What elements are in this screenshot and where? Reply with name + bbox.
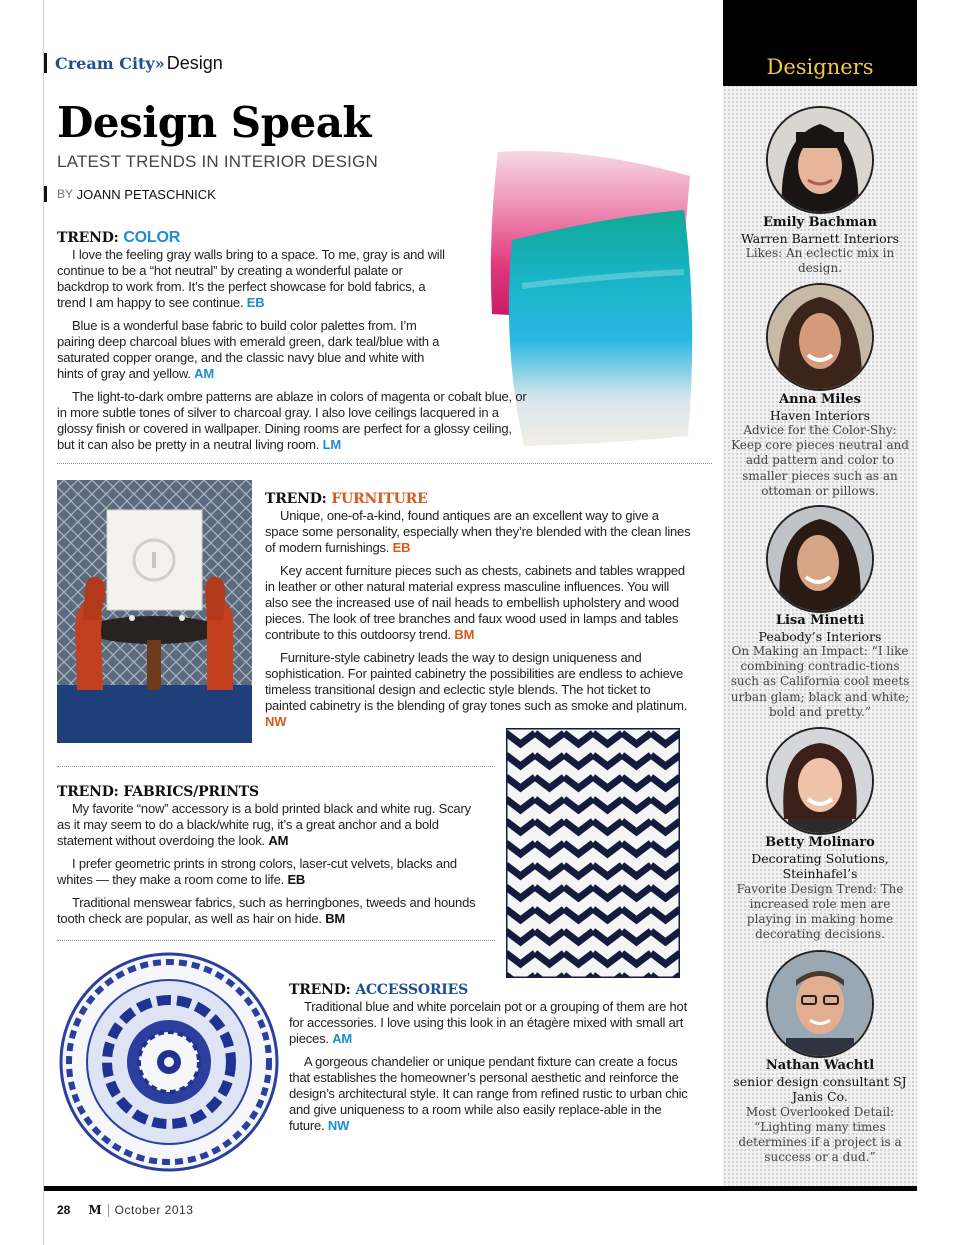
paragraph-text: Traditional menswear fabrics, such as herringbones, tweeds and hounds tooth check are popular, as well as hair on hide.	[57, 895, 476, 926]
designer-initials: EB	[392, 540, 411, 555]
department-name: Cream City	[55, 53, 155, 73]
designer-initials: AM	[194, 366, 214, 381]
trend-keyword: ACCESSORIES	[355, 982, 469, 998]
designer-initials: NW	[265, 714, 287, 729]
page-subtitle: LATEST TRENDS IN INTERIOR DESIGN	[57, 152, 378, 171]
designer-name: Nathan Wachtl	[765, 1058, 875, 1073]
dining-room-image	[57, 480, 252, 743]
byline-label: BY	[57, 187, 74, 201]
designer-company: Decorating Solutions, Steinhafel’s	[751, 850, 889, 881]
designer-note: Most Overlooked Detail: “Lighting many times determines if a project is a success or a dud.”	[738, 1104, 902, 1165]
designer-initials: EB	[287, 872, 306, 887]
designer-note: Likes: An eclectic mix in design.	[745, 246, 895, 276]
trend-paragraph	[57, 247, 452, 311]
avatar-nathan-wachtl	[766, 950, 874, 1058]
avatar-betty-molinaro	[766, 727, 874, 835]
trend-keyword: FURNITURE	[331, 491, 428, 507]
teal-pillow	[509, 210, 692, 446]
trend-paragraph	[265, 508, 695, 556]
trend-furniture	[265, 491, 695, 737]
byline	[44, 185, 216, 203]
trend-accessories-heading	[289, 982, 694, 998]
trend-label: TREND:	[57, 230, 119, 246]
issue-date: October 2013	[114, 1203, 194, 1217]
trend-paragraph	[57, 801, 477, 849]
section-marker	[44, 53, 47, 73]
designer-initials: BM	[325, 911, 346, 926]
section-header	[44, 52, 223, 74]
designer-note: On Making an Impact: “I like combining contradic-tions such as California cool meets urban glam; black and white; bold and pretty.”	[730, 644, 910, 719]
paragraph-text: I prefer geometric prints in strong colors, laser-cut velvets, blacks and whites — they make a room come to life.	[57, 856, 457, 887]
designer-card	[730, 1058, 910, 1165]
avatar-lisa-minetti	[766, 505, 874, 613]
designer-initials: BM	[454, 627, 475, 642]
page-footer	[57, 1203, 193, 1217]
porcelain-plate-image	[57, 950, 282, 1175]
designer-initials: AM	[332, 1031, 353, 1046]
designer-note: Favorite Design Trend: The increased role men are playing in making home decorating decisions.	[736, 881, 904, 942]
paragraph-text: Furniture-style cabinetry leads the way to design uniqueness and sophistication. For painted cabinetry the possibilities are endless to achieve timeless transitional design and eclectic style blends. The hot ticket to painted cabinetry is the blending of gray tones such as smoke and platinum.	[265, 650, 688, 713]
designer-company: Warren Barnett Interiors	[741, 230, 899, 246]
paragraph-text: Key accent furniture pieces such as chests, cabinets and tables wrapped in leather or other natural material express masculine influences. You will also see the increased use of nail heads to embellish upholstery and wood pieces. The look of tree branches and faux wood used in lamps and tables contribute to this outdoorsy trend.	[265, 563, 685, 642]
designer-company: Haven Interiors	[769, 407, 871, 423]
page-number: 28	[57, 1203, 71, 1217]
byline-marker	[44, 186, 47, 202]
trend-accessories	[289, 982, 694, 1141]
trend-paragraph	[57, 895, 477, 927]
designer-company: senior design consultant SJ Janis Co.	[733, 1073, 907, 1104]
paragraph-text: My favorite “now” accessory is a bold printed black and white rug. Scary as it may seem to do a black/white rug, it’s a great anchor and a bold statement without overdoing the look.	[57, 801, 471, 848]
avatar-emily-bachman	[766, 106, 874, 214]
trend-paragraph	[289, 1054, 694, 1134]
orange-chair	[205, 577, 225, 620]
designer-initials: LM	[322, 437, 342, 452]
trend-furniture-heading	[265, 491, 695, 507]
paragraph-text: Traditional blue and white porcelain pot or a grouping of them are hot for accessories. I love using this look in an étagère mixed with small art pieces.	[289, 999, 687, 1046]
paragraph-text: Unique, one-of-a-kind, found antiques are an excellent way to give a space some personality, especially when they’re blended with the clean lines of modern furnishings.	[265, 508, 691, 555]
avatar-anna-miles	[766, 283, 874, 391]
trend-color-heading	[57, 230, 452, 246]
trend-label: TREND:	[289, 982, 351, 998]
designer-card	[730, 613, 910, 720]
trend-paragraph	[265, 563, 695, 643]
department-arrows: »	[154, 53, 165, 73]
designer-initials: AM	[268, 833, 289, 848]
trend-color	[57, 230, 452, 389]
designer-name: Betty Molinaro	[765, 835, 875, 850]
designer-initials: EB	[246, 295, 265, 310]
author-name: JOANN PETASCHNICK	[76, 186, 216, 202]
trend-paragraph	[57, 856, 477, 888]
trend-paragraph	[289, 999, 694, 1047]
sidebar-title: Designers	[766, 55, 874, 79]
footer-separator	[108, 1204, 109, 1217]
designer-name: Anna Miles	[779, 392, 861, 407]
trend-label: TREND:	[57, 784, 119, 800]
designer-company: Peabody’s Interiors	[758, 628, 882, 644]
trend-keyword: COLOR	[123, 229, 181, 246]
designer-name: Emily Bachman	[762, 215, 878, 230]
trend-paragraph	[57, 318, 452, 382]
designer-note: Advice for the Color-Shy: Keep core pieces neutral and add pattern and color to smaller pieces such as an ottoman or pillows.	[731, 423, 909, 498]
paragraph-text: I love the feeling gray walls bring to a space. To me, gray is and will continue to be a “hot neutral” by creating a wonderful palate or backdrop to work from. It’s the perfect showcase for bold fabrics, a trend I am happy to see continue.	[57, 247, 445, 310]
trend-color-continued	[57, 389, 532, 460]
page-title: Design Speak	[57, 98, 372, 147]
trend-keyword: FABRICS/PRINTS	[123, 784, 259, 800]
section-divider	[57, 463, 712, 464]
chevron-rug-image	[506, 728, 680, 978]
designer-initials: NW	[327, 1118, 350, 1133]
magazine-logo: M	[88, 1203, 102, 1217]
section-divider	[57, 940, 495, 941]
paragraph-text: Blue is a wonderful base fabric to build color palettes from. I’m pairing deep charcoal blues with emerald green, dark teal/blue with a saturated copper orange, and the classic navy blue and white with hints of gray and yellow.	[57, 318, 440, 381]
trend-fabrics-heading	[57, 784, 477, 800]
designer-card	[730, 392, 910, 499]
designer-name: Lisa Minetti	[775, 613, 865, 628]
blue-rug	[57, 685, 252, 743]
section-divider	[57, 766, 495, 767]
trend-paragraph	[265, 650, 695, 730]
round-table	[86, 616, 222, 644]
designer-card	[730, 215, 910, 276]
trend-paragraph	[57, 389, 532, 453]
footer-rule	[44, 1186, 917, 1191]
paragraph-text: The light-to-dark ombre patterns are ablaze in colors of magenta or cobalt blue, or in more subtle tones of silver to charcoal gray. I also love ceilings lacquered in a glossy finish or covered in wallpaper. Dining rooms are perfect for a glossy ceiling, but it can also be pretty in a neutral living room.	[57, 389, 527, 452]
paragraph-text: A gorgeous chandelier or unique pendant fixture can create a focus that establishes the homeowner’s personal aesthetic and reinforce the design’s architectural style. It can range from refined rustic to urban chic and give uniqueness to a room while also easily replace-able in the future.	[289, 1054, 688, 1133]
trend-fabrics	[57, 784, 477, 934]
section-name: Design	[166, 52, 223, 73]
trend-label: TREND:	[265, 491, 327, 507]
designer-card	[730, 835, 910, 942]
